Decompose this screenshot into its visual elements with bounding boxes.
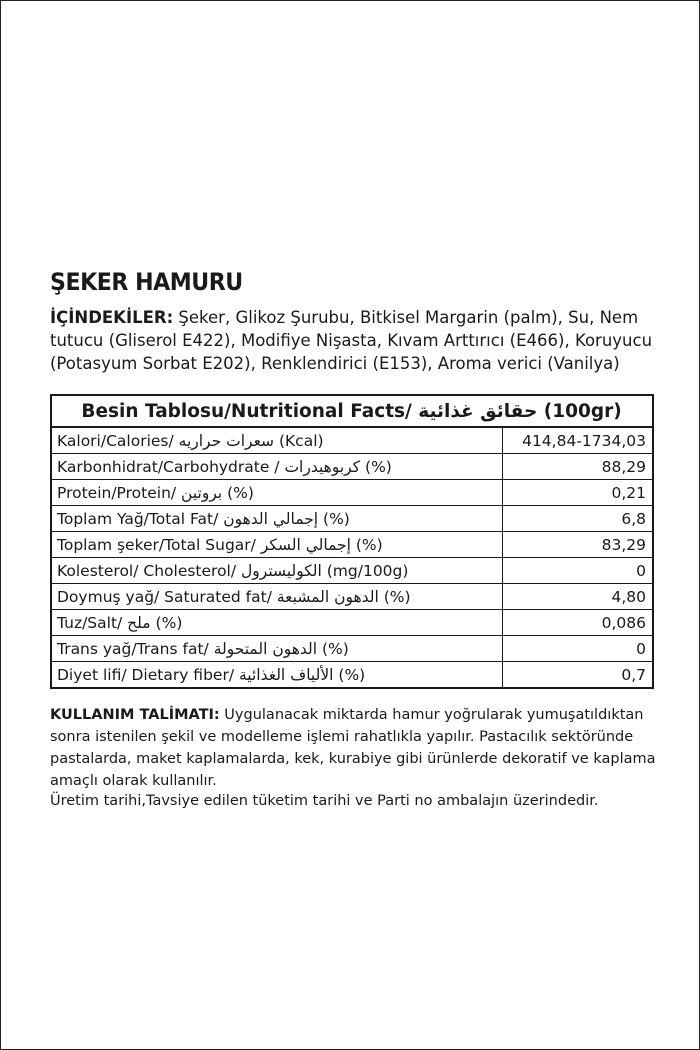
nutrient-value: 83,29 (502, 532, 653, 558)
table-row (51, 506, 653, 532)
nutrient-value: 414,84-1734,03 (502, 427, 653, 454)
nutrient-label: Kolesterol/ Cholesterol/ الكوليسترول (mg/100g) (51, 558, 502, 584)
nutrient-value: 0,086 (502, 610, 653, 636)
nutrient-label: Toplam Yağ/Total Fat/ إجمالي الدهون (%) (51, 506, 502, 532)
nutrient-label: Toplam şeker/Total Sugar/ إجمالي السكر (%) (51, 532, 502, 558)
table-row (51, 532, 653, 558)
nutrient-value: 88,29 (502, 454, 653, 480)
nutrition-table (50, 394, 654, 689)
ingredients-label: İÇİNDEKİLER: (50, 308, 174, 327)
nutrient-value: 6,8 (502, 506, 653, 532)
usage-instructions (50, 704, 660, 792)
table-row (51, 662, 653, 689)
nutrient-value: 0 (502, 636, 653, 662)
ingredients-paragraph (50, 306, 670, 375)
table-row (51, 480, 653, 506)
usage-label: KULLANIM TALİMATI: (50, 707, 220, 723)
product-title: ŞEKER HAMURU (50, 268, 243, 296)
nutrient-value: 0,7 (502, 662, 653, 689)
nutrient-label: Diyet lifi/ Dietary fiber/ الألياف الغذائية (%) (51, 662, 502, 689)
nutrient-label: Tuz/Salt/ ملح (%) (51, 610, 502, 636)
ingredients-text: Şeker, Glikoz Şurubu, Bitkisel Margarin (palm), Su, Nem tutucu (Gliserol E422), Modifiye Nişasta, Kıvam Arttırıcı (E466), Koruyucu (Potasyum Sorbat E202), Renklendirici (E153), Aroma verici (Vanilya) (50, 308, 653, 373)
nutrient-value: 0,21 (502, 480, 653, 506)
nutrition-header-row (51, 395, 653, 427)
nutrient-value: 0 (502, 558, 653, 584)
nutrient-label: Karbonhidrat/Carbohydrate / كربوهيدرات (%) (51, 454, 502, 480)
table-row (51, 584, 653, 610)
table-row (51, 636, 653, 662)
table-row (51, 558, 653, 584)
table-row (51, 454, 653, 480)
usage-text: Uygulanacak miktarda hamur yoğrularak yumuşatıldıktan sonra istenilen şekil ve modelleme işlemi rahatlıkla yapılır. Pastacılık sektöründe pastalarda, maket kaplamalarda, kek, kurabiye gibi ürünlerde dekoratif ve kaplama amaçlı olarak kullanılır. (50, 707, 656, 789)
nutrient-label: Protein/Protein/ بروتين (%) (51, 480, 502, 506)
nutrient-value: 4,80 (502, 584, 653, 610)
nutrition-header: Besin Tablosu/Nutritional Facts/ حقائق غذائية (100gr) (51, 395, 653, 427)
nutrient-label: Trans yağ/Trans fat/ الدهون المتحولة (%) (51, 636, 502, 662)
table-row (51, 610, 653, 636)
table-row (51, 427, 653, 454)
nutrient-label: Doymuş yağ/ Saturated fat/ الدهون المشبعة (%) (51, 584, 502, 610)
nutrient-label: Kalori/Calories/ سعرات حراريه (Kcal) (51, 427, 502, 454)
production-note: Üretim tarihi,Tavsiye edilen tüketim tarihi ve Parti no ambalajın üzerindedir. (50, 793, 599, 809)
